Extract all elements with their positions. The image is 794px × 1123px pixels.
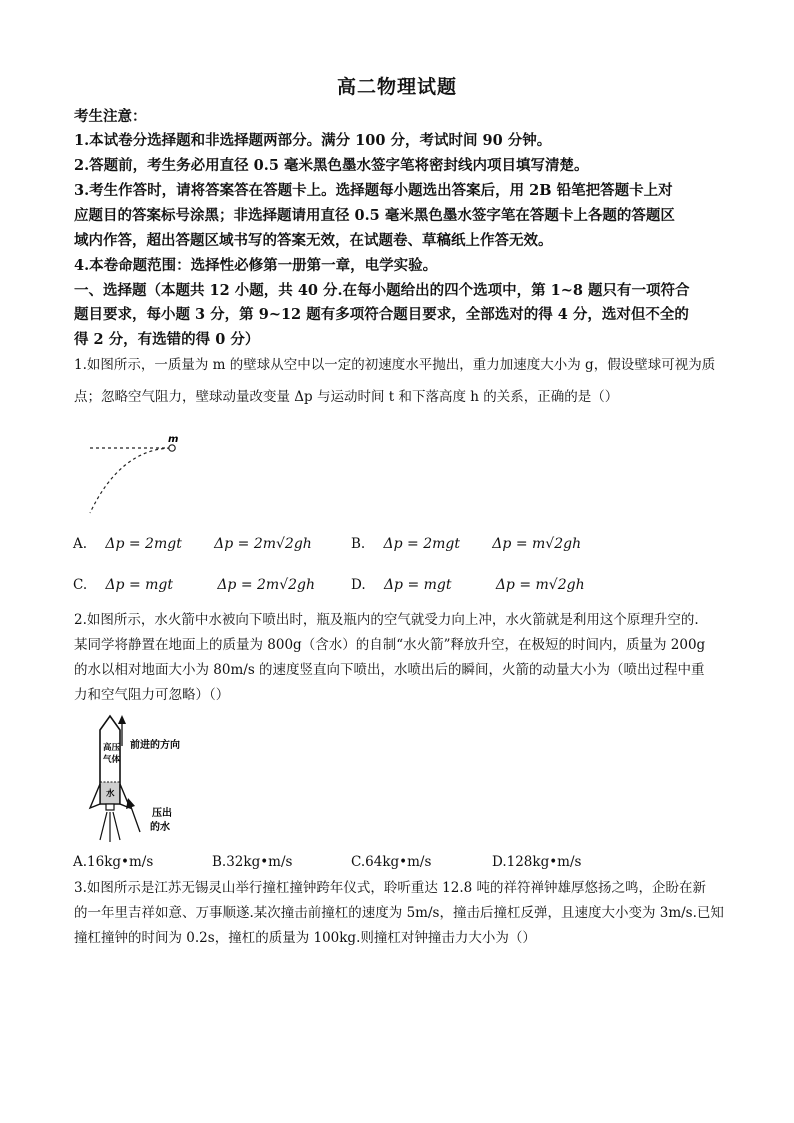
q2-option-d[interactable]: D.128kg•m/s: [492, 854, 582, 870]
notice-line-6: 4.本卷命题范围：选择性必修第一册第一章，电学实验。: [74, 257, 438, 274]
jet-label-top: 压出: [152, 808, 172, 819]
jet-arrow-line: [130, 804, 140, 832]
jet-arrow-icon: [126, 798, 135, 809]
gas-label-bottom: 气体: [103, 755, 121, 765]
q1-option-c-expr1: Δp = mgt: [105, 577, 174, 593]
q1-option-c[interactable]: [73, 575, 315, 595]
q1-mass-label: m: [168, 434, 179, 445]
q1-projectile-figure: [80, 428, 200, 518]
direction-label: 前进的方向: [130, 740, 180, 751]
q1-option-b-letter: B.: [351, 536, 366, 552]
q1-option-a-expr2: Δp = 2m√2gh: [214, 536, 312, 552]
jet-line-3: [113, 812, 120, 840]
q2-line-3: 的水以相对地面大小为 80m/s 的速度竖直向下喷出，水喷出后的瞬间，火箭的动量大小为（喷出过程中重: [74, 662, 705, 678]
q2-option-b[interactable]: B.32kg•m/s: [212, 854, 293, 870]
notice-line-1: 1.本试卷分选择题和非选择题两部分。满分 100 分，考试时间 90 分钟。: [74, 132, 552, 149]
q1-line-1: 1.如图所示，一质量为 m 的壁球从空中以一定的初速度水平抛出，重力加速度大小为 g，假设壁球可视为质: [74, 357, 716, 373]
q1-option-d-expr1: Δp = mgt: [383, 577, 452, 593]
up-arrow-icon: [118, 715, 126, 724]
q2-line-4: 力和空气阻力可忽略）（）: [74, 687, 230, 703]
q3-line-2: 的一年里吉祥如意、万事顺遂.某次撞击前撞杠的速度为 5m/s，撞击后撞杠反弹，且速度大小变为 3m/s.已知: [74, 905, 724, 921]
q1-option-b[interactable]: [351, 534, 581, 554]
notice-line-2: 2.答题前，考生务必用直径 0.5 毫米黑色墨水签字笔将密封线内项目填写清楚。: [74, 157, 589, 174]
q1-option-c-letter: C.: [73, 577, 88, 593]
gas-label-top: 高压: [103, 743, 121, 753]
q3-line-1: 3.如图所示是江苏无锡灵山举行撞杠撞钟跨年仪式，聆听重达 12.8 吨的祥符禅钟雄厚悠扬之鸣，企盼在新: [74, 880, 707, 896]
section1-line-2: 题目要求，每小题 3 分，第 9~12 题有多项符合题目要求，全部选对的得 4 分，选对但不全的: [74, 306, 689, 323]
q1-line-2: 点；忽略空气阻力，壁球动量改变量 Δp 与运动时间 t 和下落高度 h 的关系，正确的是（）: [74, 389, 619, 405]
notice-line-3: 3.考生作答时，请将答案答在答题卡上。选择题每小题选出答案后，用 2B 铅笔把答题卡上对: [74, 182, 673, 199]
q2-option-a[interactable]: A.16kg•m/s: [73, 854, 154, 870]
section1-line-1: 一、选择题（本题共 12 小题，共 40 分.在每小题给出的四个选项中，第 1~8 题只有一项符合: [74, 282, 690, 299]
q1-option-a-expr1: Δp = 2mgt: [105, 536, 182, 552]
q1-ball-icon: [169, 445, 175, 451]
rocket-left-fin-icon: [90, 784, 100, 808]
notice-line-5: 域内作答，超出答题区域书写的答案无效，在试题卷、草稿纸上作答无效。: [74, 232, 553, 249]
q1-option-b-expr1: Δp = 2mgt: [383, 536, 460, 552]
q2-line-1: 2.如图所示，水火箭中水被向下喷出时，瓶及瓶内的空气就受力向上冲，水火箭就是利用这个原理升空的.: [74, 612, 699, 628]
q1-option-a-letter: A.: [73, 536, 88, 552]
q3-line-3: 撞杠撞钟的时间为 0.2s，撞杠的质量为 100kg.则撞杠对钟撞击力大小为（）: [74, 930, 536, 946]
rocket-nozzle-icon: [106, 804, 114, 810]
q1-option-d[interactable]: [351, 575, 585, 595]
q1-option-d-letter: D.: [351, 577, 366, 593]
q1-option-b-expr2: Δp = m√2gh: [492, 536, 582, 552]
jet-label-bottom: 的水: [150, 822, 170, 833]
q1-option-a[interactable]: [73, 534, 312, 554]
section1-line-3: 得 2 分，有选错的得 0 分）: [74, 331, 260, 348]
q2-option-c[interactable]: C.64kg•m/s: [351, 854, 432, 870]
jet-line-1: [100, 812, 107, 840]
q1-option-c-expr2: Δp = 2m√2gh: [217, 577, 316, 593]
q2-water-rocket-figure: [80, 712, 220, 844]
q2-line-2: 某同学将静置在地面上的质量为 800g（含水）的自制“水火箭”释放升空，在极短的时间内，质量为 200g: [74, 637, 706, 653]
page-title: 高二物理试题: [336, 76, 457, 98]
notice-heading: 考生注意：: [74, 108, 147, 125]
q1-parabola-path: [90, 448, 170, 513]
notice-line-4: 应题目的答案标号涂黑；非选择题请用直径 0.5 毫米黑色墨水签字笔在答题卡上各题的答题区: [74, 207, 675, 224]
q1-option-d-expr2: Δp = m√2gh: [495, 577, 585, 593]
water-label: 水: [106, 789, 115, 799]
